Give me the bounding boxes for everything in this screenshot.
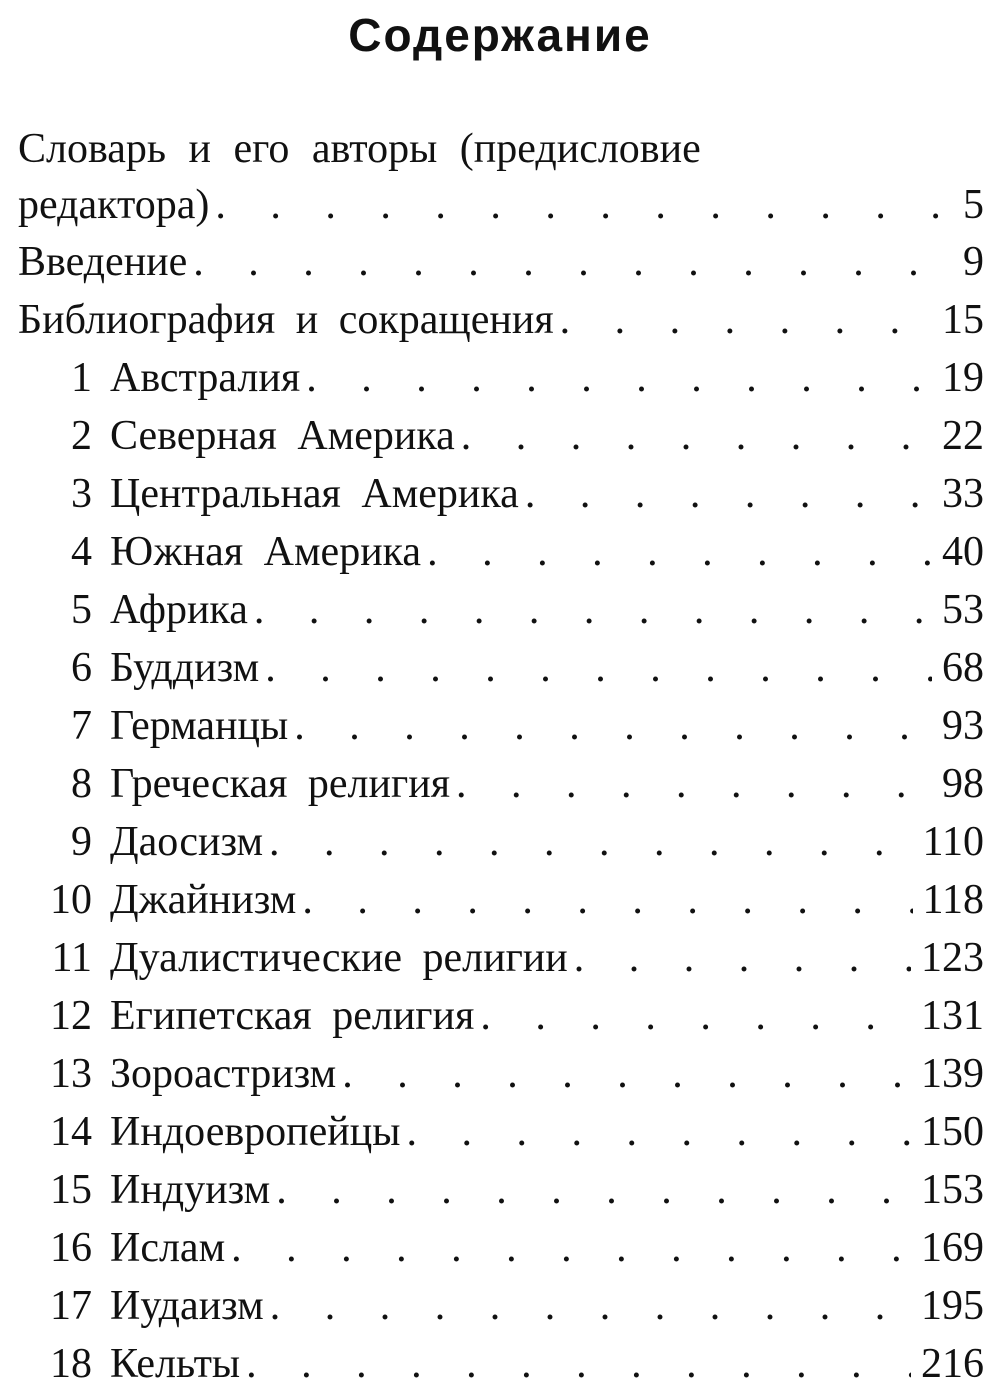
chapter-number: 11 <box>51 935 92 981</box>
chapter-title: Германцы <box>110 703 289 749</box>
toc-chapter-entry[interactable] <box>18 581 984 639</box>
toc-entry-introduction[interactable] <box>18 233 984 291</box>
toc-page-number: 22 <box>942 413 984 459</box>
toc-chapter-entry[interactable] <box>18 755 984 813</box>
chapter-title: Кельты <box>110 1341 241 1387</box>
leader-dots <box>296 871 912 929</box>
toc-entry-bibliography[interactable] <box>18 291 984 349</box>
toc-chapter-entry[interactable] <box>18 1335 984 1393</box>
table-of-contents <box>18 120 984 1393</box>
toc-entry-label: Библиография и сокращения <box>18 297 554 343</box>
toc-chapter-entry[interactable] <box>18 407 984 465</box>
toc-entry-label: Словарь и его авторы (предисловие <box>18 126 701 172</box>
chapter-title: Ислам <box>110 1225 226 1271</box>
leader-dots <box>455 407 932 465</box>
toc-page-number: 53 <box>942 587 984 633</box>
chapter-number: 15 <box>50 1167 92 1213</box>
toc-page-number: 33 <box>942 471 984 517</box>
leader-dots <box>450 755 932 813</box>
toc-chapter-entry[interactable] <box>18 639 984 697</box>
chapter-title: Австралия <box>110 355 301 401</box>
toc-chapter-entry[interactable] <box>18 929 984 987</box>
toc-chapter-entry[interactable] <box>18 1277 984 1335</box>
toc-page-number: 139 <box>921 1051 984 1097</box>
chapter-number: 6 <box>71 645 92 691</box>
leader-dots <box>209 178 953 233</box>
chapter-number: 16 <box>50 1225 92 1271</box>
toc-entry-preface-continued[interactable] <box>18 178 984 233</box>
chapter-title: Индуизм <box>110 1167 271 1213</box>
leader-dots <box>225 1219 911 1277</box>
leader-dots <box>421 523 932 581</box>
chapter-title: Греческая религия <box>110 761 451 807</box>
chapter-number: 14 <box>50 1109 92 1155</box>
chapter-number: 4 <box>71 529 92 575</box>
toc-page-number: 195 <box>921 1283 984 1329</box>
chapter-number: 7 <box>71 703 92 749</box>
chapter-title: Буддизм <box>110 645 260 691</box>
toc-chapter-entry[interactable] <box>18 349 984 407</box>
toc-chapter-entry[interactable] <box>18 1103 984 1161</box>
leader-dots <box>400 1103 911 1161</box>
toc-page-number: 5 <box>963 182 984 228</box>
toc-entry-preface[interactable] <box>18 120 984 178</box>
chapter-number: 18 <box>50 1341 92 1387</box>
leader-dots <box>568 929 911 987</box>
chapter-title: Зороастризм <box>110 1051 337 1097</box>
toc-page-number: 40 <box>942 529 984 575</box>
chapter-number: 1 <box>71 355 92 401</box>
chapter-title: Иудаизм <box>110 1283 264 1329</box>
toc-page-number: 68 <box>942 645 984 691</box>
toc-page-number: 15 <box>942 297 984 343</box>
leader-dots <box>270 1161 911 1219</box>
chapter-title: Африка <box>110 587 248 633</box>
toc-page-number: 110 <box>922 819 984 865</box>
toc-page-number: 150 <box>921 1109 984 1155</box>
toc-page-number: 131 <box>921 993 984 1039</box>
leader-dots <box>300 349 932 407</box>
leader-dots <box>474 987 911 1045</box>
toc-page-number: 9 <box>963 239 984 285</box>
chapter-number: 2 <box>71 413 92 459</box>
leader-dots <box>240 1335 911 1393</box>
toc-page-number: 118 <box>922 877 984 923</box>
toc-page-number: 98 <box>942 761 984 807</box>
chapter-title: Даосизм <box>110 819 264 865</box>
toc-chapter-entry[interactable] <box>18 465 984 523</box>
chapter-title: Джайнизм <box>110 877 297 923</box>
page-title: Содержание <box>348 9 652 61</box>
chapter-title: Северная Америка <box>110 413 455 459</box>
leader-dots <box>288 697 932 755</box>
leader-dots <box>554 291 932 349</box>
leader-dots <box>264 1277 911 1335</box>
chapter-number: 3 <box>71 471 92 517</box>
leader-dots <box>263 813 913 871</box>
toc-entry-label: Введение <box>18 239 188 285</box>
chapter-number: 5 <box>71 587 92 633</box>
toc-chapter-entry[interactable] <box>18 987 984 1045</box>
chapter-title: Дуалистические религии <box>110 935 568 981</box>
toc-chapter-entry[interactable] <box>18 871 984 929</box>
toc-chapter-entry[interactable] <box>18 697 984 755</box>
chapter-number: 9 <box>71 819 92 865</box>
leader-dots <box>336 1045 911 1103</box>
toc-page-number: 216 <box>921 1341 984 1387</box>
toc-chapter-entry[interactable] <box>18 1219 984 1277</box>
chapter-title: Индоевропейцы <box>110 1109 401 1155</box>
chapter-number: 13 <box>50 1051 92 1097</box>
toc-page-number: 19 <box>942 355 984 401</box>
leader-dots <box>259 639 932 697</box>
toc-entry-label: редактора) <box>18 182 210 228</box>
leader-dots <box>519 465 932 523</box>
toc-page-number: 123 <box>921 935 984 981</box>
leader-dots <box>187 233 953 291</box>
chapter-title: Центральная Америка <box>110 471 519 517</box>
toc-page-number: 93 <box>942 703 984 749</box>
chapter-number: 10 <box>50 877 92 923</box>
toc-chapter-entry[interactable] <box>18 1161 984 1219</box>
chapter-number: 12 <box>50 993 92 1039</box>
leader-dots <box>248 581 932 639</box>
toc-chapter-entry[interactable] <box>18 523 984 581</box>
toc-page-number: 169 <box>921 1225 984 1271</box>
toc-chapter-entry[interactable] <box>18 1045 984 1103</box>
chapter-title: Египетская религия <box>110 993 475 1039</box>
chapter-number: 8 <box>71 761 92 807</box>
chapter-title: Южная Америка <box>110 529 422 575</box>
toc-chapter-entry[interactable] <box>18 813 984 871</box>
chapter-number: 17 <box>50 1283 92 1329</box>
toc-page-number: 153 <box>921 1167 984 1213</box>
